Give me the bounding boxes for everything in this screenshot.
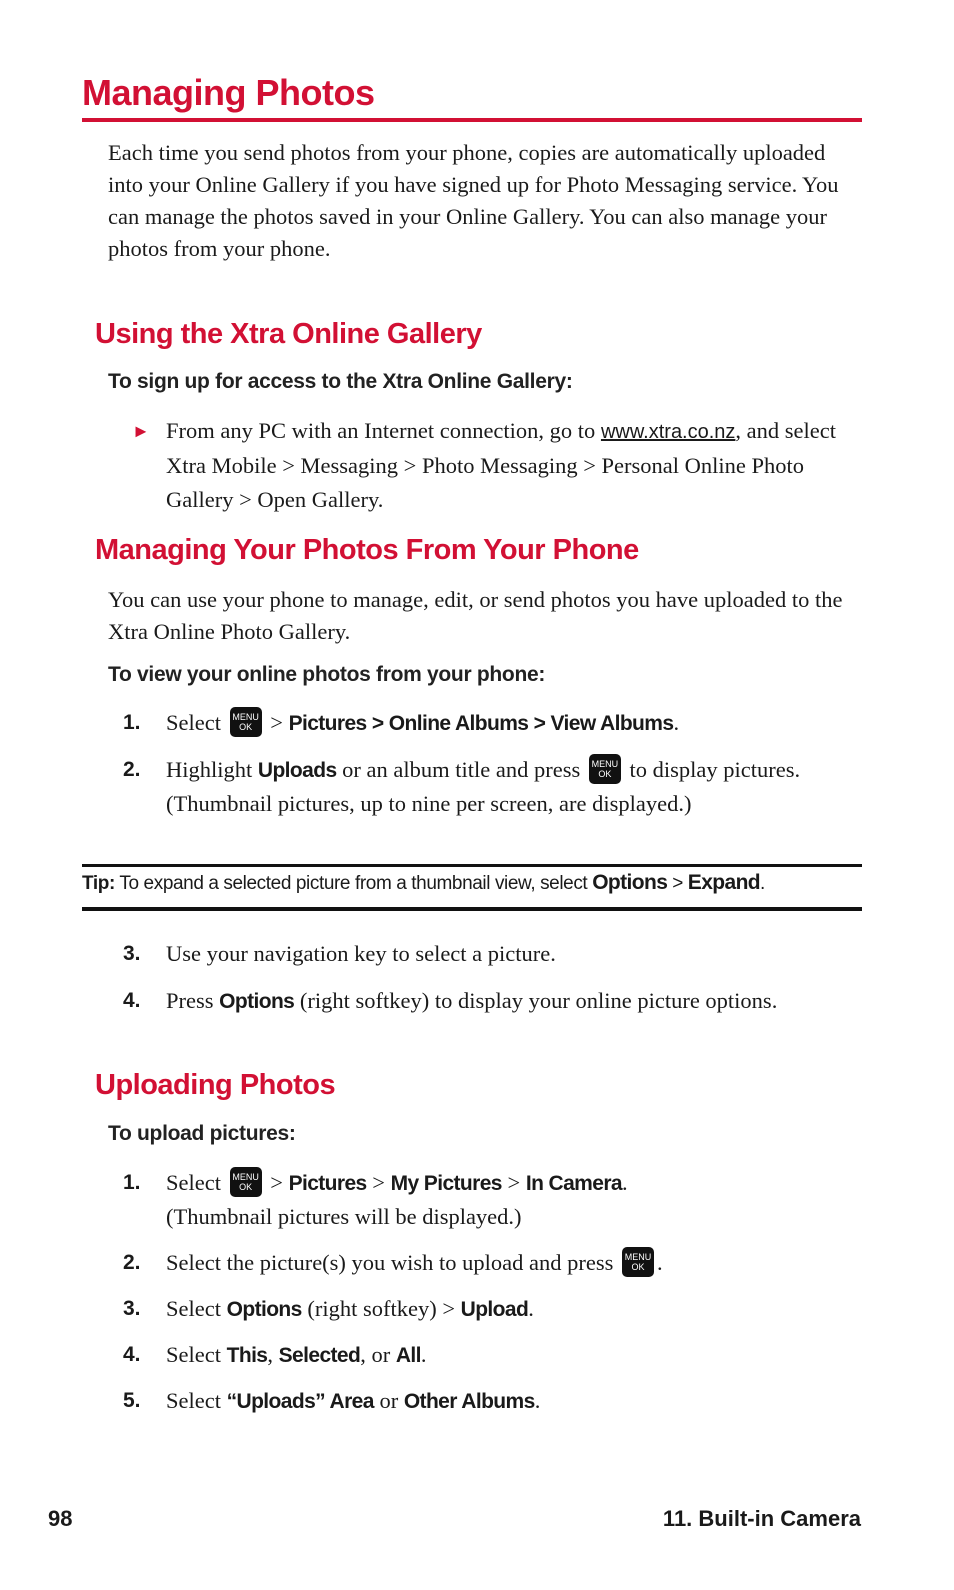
menu-ok-key-icon: MENU OK [230, 707, 262, 737]
manage-step-1: 1. Select MENU OK > Pictures > Online Albums > View Albums. [108, 706, 858, 740]
step-number: 3. [123, 942, 141, 965]
upload-step-2: 2. Select the picture(s) you wish to upload and press MENU OK . [108, 1246, 858, 1279]
bullet-arrow-icon: ► [132, 421, 150, 441]
manage-paragraph: You can use your phone to manage, edit, or send photos you have uploaded to the Xtra Online Photo Gallery. [108, 587, 843, 644]
step-number: 2. [123, 758, 141, 781]
menu-ok-key-icon: MENU OK [230, 1167, 262, 1197]
page-title: Managing Photos [82, 72, 375, 113]
manage-step-2: 2. Highlight Uploads or an album title and press MENU OK to display pictures. (Thumbnail pictures, up to nine per screen, are displayed.) [108, 753, 858, 820]
section-title: 11. Built-in Camera [662, 1506, 861, 1531]
step-number: 5. [123, 1389, 141, 1412]
menu-ok-key-icon: MENU OK [622, 1247, 654, 1277]
manage-heading: Managing Your Photos From Your Phone [95, 534, 639, 566]
step-number: 1. [123, 711, 141, 734]
title-rule [82, 118, 862, 122]
upload-lead: To upload pictures: [108, 1122, 296, 1145]
upload-step-3: 3. Select Options (right softkey) > Upload. [108, 1292, 858, 1326]
menu-ok-key-icon: MENU OK [589, 754, 621, 784]
step-number: 3. [123, 1297, 141, 1320]
upload-step-4: 4. Select This, Selected, or All. [108, 1338, 858, 1372]
manage-step-3: 3. Use your navigation key to select a picture. [108, 937, 858, 970]
tip-note: Tip: To expand a selected picture from a thumbnail view, select Options > Expand. [82, 871, 765, 894]
step-number: 4. [123, 1343, 141, 1366]
tip-rule-bottom [82, 907, 862, 911]
command-path: Pictures > Online Albums > View Albums [288, 712, 674, 735]
tip-label: Tip: [82, 873, 115, 894]
xtra-link[interactable]: www.xtra.co.nz [600, 421, 736, 443]
step-number: 1. [123, 1171, 141, 1194]
gallery-bullet: ► From any PC with an Internet connection, go to www.xtra.co.nz, and select Xtra Mobile > Messaging > Photo Messaging > Personal Online Photo Gallery > Open Gallery. [108, 414, 858, 517]
upload-heading: Uploading Photos [95, 1069, 336, 1101]
upload-step-5: 5. Select “Uploads” Area or Other Albums. [108, 1384, 858, 1418]
intro-paragraph: Each time you send photos from your phone, copies are automatically uploaded into your Online Gallery if you have signed up for Photo Messaging service. You can manage the photos saved in your Online Gallery. You can also manage your photos from your phone. [108, 140, 839, 261]
manage-step-4: 4. Press Options (right softkey) to display your online picture options. [108, 984, 858, 1018]
step-number: 4. [123, 989, 141, 1012]
manage-lead: To view your online photos from your phone: [108, 663, 546, 686]
upload-step-1: 1. Select MENU OK > Pictures > My Pictures > In Camera. (Thumbnail pictures will be displayed.) [108, 1166, 858, 1233]
page-number: 98 [48, 1506, 73, 1531]
tip-rule-top [82, 864, 862, 867]
step-number: 2. [123, 1251, 141, 1274]
gallery-lead: To sign up for access to the Xtra Online Gallery: [108, 370, 573, 393]
gallery-heading: Using the Xtra Online Gallery [95, 318, 482, 350]
